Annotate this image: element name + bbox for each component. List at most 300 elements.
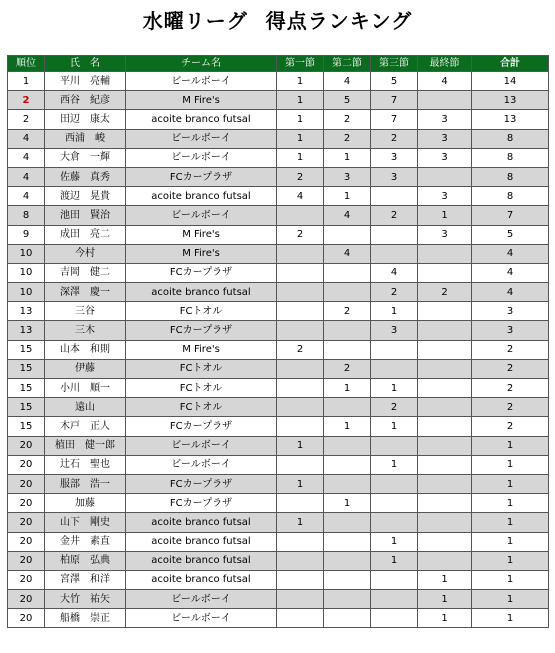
cell-section3: 5 bbox=[371, 72, 418, 91]
table-row bbox=[8, 532, 549, 551]
player-family-name: 遠山 bbox=[75, 401, 95, 413]
cell-section1: 1 bbox=[277, 72, 324, 91]
table-row bbox=[8, 167, 549, 186]
cell-rank: 20 bbox=[8, 609, 45, 628]
cell-rank: 20 bbox=[8, 570, 45, 589]
player-given-name: 健二 bbox=[90, 267, 110, 279]
table-row bbox=[8, 474, 549, 493]
cell-rank: 13 bbox=[8, 302, 45, 321]
player-given-name: 祐矢 bbox=[90, 593, 110, 605]
player-family-name: 山本 bbox=[60, 344, 80, 356]
cell-team: FCトオル bbox=[126, 379, 277, 398]
cell-rank: 4 bbox=[8, 187, 45, 206]
cell-player-name bbox=[45, 379, 126, 398]
cell-section2 bbox=[324, 455, 371, 474]
cell-team: FCカープラザ bbox=[126, 263, 277, 282]
cell-player-name bbox=[45, 110, 126, 129]
cell-team: M Fire's bbox=[126, 91, 277, 110]
cell-final bbox=[418, 474, 472, 493]
cell-rank: 4 bbox=[8, 129, 45, 148]
table-row bbox=[8, 340, 549, 359]
cell-rank: 2 bbox=[8, 91, 45, 110]
cell-section1 bbox=[277, 455, 324, 474]
cell-section3: 2 bbox=[371, 206, 418, 225]
table-row bbox=[8, 551, 549, 570]
cell-section3 bbox=[371, 609, 418, 628]
player-given-name: 浩一 bbox=[90, 478, 110, 490]
player-family-name: 三谷 bbox=[75, 305, 95, 317]
cell-section1 bbox=[277, 206, 324, 225]
player-family-name: 山下 bbox=[60, 516, 80, 528]
cell-section2: 4 bbox=[324, 244, 371, 263]
cell-team: ビールボーイ bbox=[126, 72, 277, 91]
cell-section1 bbox=[277, 379, 324, 398]
cell-section2: 2 bbox=[324, 110, 371, 129]
player-family-name: 服部 bbox=[60, 478, 80, 490]
cell-team: acoite branco futsal bbox=[126, 187, 277, 206]
cell-section2: 1 bbox=[324, 187, 371, 206]
cell-section2: 1 bbox=[324, 148, 371, 167]
cell-section1: 2 bbox=[277, 167, 324, 186]
cell-final: 1 bbox=[418, 206, 472, 225]
cell-section2 bbox=[324, 609, 371, 628]
player-family-name: 宮澤 bbox=[60, 574, 80, 586]
cell-section3 bbox=[371, 244, 418, 263]
cell-section3 bbox=[371, 570, 418, 589]
table-row bbox=[8, 72, 549, 91]
cell-rank: 1 bbox=[8, 72, 45, 91]
cell-section3: 3 bbox=[371, 167, 418, 186]
player-family-name: 柏原 bbox=[60, 555, 80, 567]
cell-final: 1 bbox=[418, 609, 472, 628]
cell-section3: 1 bbox=[371, 302, 418, 321]
cell-player-name bbox=[45, 590, 126, 609]
cell-total: 1 bbox=[472, 455, 549, 474]
cell-final bbox=[418, 91, 472, 110]
cell-team: ビールボーイ bbox=[126, 148, 277, 167]
cell-section1 bbox=[277, 359, 324, 378]
player-family-name: 植田 bbox=[55, 440, 75, 452]
cell-total: 2 bbox=[472, 417, 549, 436]
cell-team: acoite branco futsal bbox=[126, 532, 277, 551]
cell-player-name bbox=[45, 302, 126, 321]
player-family-name: 吉岡 bbox=[60, 267, 80, 279]
cell-team: FCカープラザ bbox=[126, 417, 277, 436]
cell-section3: 1 bbox=[371, 417, 418, 436]
cell-player-name bbox=[45, 91, 126, 110]
cell-final: 1 bbox=[418, 570, 472, 589]
cell-section1 bbox=[277, 551, 324, 570]
cell-final bbox=[418, 244, 472, 263]
cell-team: FCトオル bbox=[126, 359, 277, 378]
cell-section2: 1 bbox=[324, 379, 371, 398]
player-family-name: 成田 bbox=[60, 229, 80, 241]
cell-section3: 2 bbox=[371, 129, 418, 148]
cell-team: ビールボーイ bbox=[126, 129, 277, 148]
cell-section3: 2 bbox=[371, 283, 418, 302]
cell-total: 2 bbox=[472, 359, 549, 378]
table-row bbox=[8, 225, 549, 244]
cell-section3: 3 bbox=[371, 321, 418, 340]
cell-total: 1 bbox=[472, 494, 549, 513]
player-family-name: 大倉 bbox=[60, 152, 80, 164]
player-given-name: 晃貴 bbox=[90, 190, 110, 202]
player-given-name: 和則 bbox=[90, 344, 110, 356]
cell-section3 bbox=[371, 590, 418, 609]
cell-section1 bbox=[277, 302, 324, 321]
cell-section1: 2 bbox=[277, 225, 324, 244]
cell-total: 1 bbox=[472, 570, 549, 589]
cell-rank: 20 bbox=[8, 455, 45, 474]
cell-section2 bbox=[324, 340, 371, 359]
cell-section2: 4 bbox=[324, 206, 371, 225]
cell-rank: 8 bbox=[8, 206, 45, 225]
cell-total: 1 bbox=[472, 609, 549, 628]
cell-final: 4 bbox=[418, 72, 472, 91]
table-row bbox=[8, 263, 549, 282]
cell-total: 13 bbox=[472, 110, 549, 129]
cell-total: 1 bbox=[472, 474, 549, 493]
cell-total: 1 bbox=[472, 590, 549, 609]
player-family-name: 加藤 bbox=[75, 497, 95, 509]
cell-player-name bbox=[45, 494, 126, 513]
cell-player-name bbox=[45, 129, 126, 148]
cell-final bbox=[418, 263, 472, 282]
table-row bbox=[8, 494, 549, 513]
table-row bbox=[8, 359, 549, 378]
cell-team: acoite branco futsal bbox=[126, 570, 277, 589]
cell-rank: 20 bbox=[8, 436, 45, 455]
cell-section1: 1 bbox=[277, 513, 324, 532]
cell-section1 bbox=[277, 494, 324, 513]
cell-section3: 1 bbox=[371, 551, 418, 570]
table-row bbox=[8, 455, 549, 474]
header-rank: 順位 bbox=[8, 56, 45, 72]
player-given-name: 峻 bbox=[95, 133, 105, 145]
cell-rank: 13 bbox=[8, 321, 45, 340]
cell-total: 1 bbox=[472, 513, 549, 532]
cell-rank: 9 bbox=[8, 225, 45, 244]
cell-rank: 20 bbox=[8, 494, 45, 513]
cell-final bbox=[418, 359, 472, 378]
cell-player-name bbox=[45, 263, 126, 282]
cell-section3 bbox=[371, 474, 418, 493]
header-name: 氏 名 bbox=[45, 56, 126, 72]
cell-total: 13 bbox=[472, 91, 549, 110]
cell-total: 4 bbox=[472, 244, 549, 263]
cell-team: FCトオル bbox=[126, 398, 277, 417]
cell-section2 bbox=[324, 225, 371, 244]
cell-section2 bbox=[324, 436, 371, 455]
cell-rank: 10 bbox=[8, 263, 45, 282]
cell-team: acoite branco futsal bbox=[126, 551, 277, 570]
cell-total: 3 bbox=[472, 302, 549, 321]
cell-team: M Fire's bbox=[126, 244, 277, 263]
cell-player-name bbox=[45, 359, 126, 378]
cell-team: FCトオル bbox=[126, 302, 277, 321]
cell-section3: 7 bbox=[371, 91, 418, 110]
cell-section1 bbox=[277, 532, 324, 551]
cell-section2 bbox=[324, 570, 371, 589]
cell-total: 5 bbox=[472, 225, 549, 244]
cell-section2: 2 bbox=[324, 129, 371, 148]
cell-final bbox=[418, 455, 472, 474]
table-row bbox=[8, 187, 549, 206]
cell-final: 3 bbox=[418, 110, 472, 129]
table-row bbox=[8, 283, 549, 302]
cell-section1: 1 bbox=[277, 148, 324, 167]
player-family-name: 池田 bbox=[60, 209, 80, 221]
cell-section2 bbox=[324, 283, 371, 302]
cell-final bbox=[418, 513, 472, 532]
cell-player-name bbox=[45, 551, 126, 570]
cell-section2: 1 bbox=[324, 417, 371, 436]
cell-section1 bbox=[277, 321, 324, 340]
player-given-name: 和洋 bbox=[90, 574, 110, 586]
cell-section1 bbox=[277, 283, 324, 302]
cell-player-name bbox=[45, 532, 126, 551]
cell-section1 bbox=[277, 609, 324, 628]
cell-player-name bbox=[45, 225, 126, 244]
cell-final bbox=[418, 436, 472, 455]
player-family-name: 三木 bbox=[75, 325, 95, 337]
player-given-name: 聖也 bbox=[90, 459, 110, 471]
cell-section3: 4 bbox=[371, 263, 418, 282]
cell-total: 2 bbox=[472, 340, 549, 359]
cell-rank: 20 bbox=[8, 474, 45, 493]
player-given-name: 賢治 bbox=[90, 209, 110, 221]
cell-section1 bbox=[277, 417, 324, 436]
cell-final bbox=[418, 321, 472, 340]
header-total: 合計 bbox=[472, 56, 549, 72]
cell-team: acoite branco futsal bbox=[126, 110, 277, 129]
player-family-name: 深澤 bbox=[60, 286, 80, 298]
cell-final: 1 bbox=[418, 590, 472, 609]
table-row bbox=[8, 91, 549, 110]
header-section3: 第三節 bbox=[371, 56, 418, 72]
player-family-name: 木戸 bbox=[60, 420, 80, 432]
table-row bbox=[8, 570, 549, 589]
cell-rank: 15 bbox=[8, 379, 45, 398]
cell-final: 3 bbox=[418, 129, 472, 148]
cell-rank: 20 bbox=[8, 551, 45, 570]
cell-section2: 5 bbox=[324, 91, 371, 110]
cell-total: 3 bbox=[472, 321, 549, 340]
cell-player-name bbox=[45, 455, 126, 474]
cell-player-name bbox=[45, 570, 126, 589]
player-family-name: 田辺 bbox=[60, 113, 80, 125]
cell-section3: 3 bbox=[371, 148, 418, 167]
cell-rank: 20 bbox=[8, 590, 45, 609]
cell-rank: 4 bbox=[8, 167, 45, 186]
cell-player-name bbox=[45, 321, 126, 340]
cell-final bbox=[418, 398, 472, 417]
cell-rank: 15 bbox=[8, 398, 45, 417]
cell-final: 3 bbox=[418, 187, 472, 206]
cell-team: ビールボーイ bbox=[126, 590, 277, 609]
cell-player-name bbox=[45, 417, 126, 436]
cell-section3: 1 bbox=[371, 455, 418, 474]
cell-team: acoite branco futsal bbox=[126, 513, 277, 532]
cell-player-name bbox=[45, 72, 126, 91]
player-family-name: 今村 bbox=[75, 248, 95, 260]
player-family-name: 佐藤 bbox=[60, 171, 80, 183]
table-header-row bbox=[8, 56, 549, 72]
cell-section1 bbox=[277, 244, 324, 263]
table-row bbox=[8, 129, 549, 148]
table-row bbox=[8, 244, 549, 263]
cell-team: M Fire's bbox=[126, 225, 277, 244]
header-final: 最終節 bbox=[418, 56, 472, 72]
table-row bbox=[8, 148, 549, 167]
cell-rank: 15 bbox=[8, 417, 45, 436]
cell-section1 bbox=[277, 570, 324, 589]
cell-section1: 1 bbox=[277, 110, 324, 129]
player-given-name: 崇正 bbox=[90, 612, 110, 624]
table-row bbox=[8, 590, 549, 609]
player-family-name: 辻石 bbox=[60, 459, 80, 471]
player-family-name: 大竹 bbox=[60, 593, 80, 605]
cell-section3: 2 bbox=[371, 398, 418, 417]
player-given-name: 紀彦 bbox=[90, 94, 110, 106]
cell-section2 bbox=[324, 474, 371, 493]
cell-rank: 20 bbox=[8, 513, 45, 532]
cell-final bbox=[418, 532, 472, 551]
cell-team: FCカープラザ bbox=[126, 494, 277, 513]
cell-total: 2 bbox=[472, 398, 549, 417]
cell-rank: 2 bbox=[8, 110, 45, 129]
cell-section3 bbox=[371, 359, 418, 378]
cell-section3 bbox=[371, 436, 418, 455]
cell-section2: 2 bbox=[324, 359, 371, 378]
cell-total: 8 bbox=[472, 187, 549, 206]
player-given-name: 剛史 bbox=[90, 516, 110, 528]
cell-total: 4 bbox=[472, 263, 549, 282]
cell-player-name bbox=[45, 206, 126, 225]
cell-final: 3 bbox=[418, 225, 472, 244]
cell-team: ビールボーイ bbox=[126, 206, 277, 225]
cell-player-name bbox=[45, 283, 126, 302]
cell-rank: 10 bbox=[8, 283, 45, 302]
cell-section1 bbox=[277, 590, 324, 609]
player-family-name: 船橋 bbox=[60, 612, 80, 624]
cell-player-name bbox=[45, 244, 126, 263]
cell-player-name bbox=[45, 148, 126, 167]
cell-team: M Fire's bbox=[126, 340, 277, 359]
cell-total: 4 bbox=[472, 283, 549, 302]
player-given-name: 亮二 bbox=[90, 229, 110, 241]
page-title-league: 水曜リーグ bbox=[142, 9, 248, 33]
cell-section3: 1 bbox=[371, 532, 418, 551]
cell-final: 2 bbox=[418, 283, 472, 302]
header-team: チーム名 bbox=[126, 56, 277, 72]
cell-rank: 15 bbox=[8, 359, 45, 378]
cell-team: ビールボーイ bbox=[126, 436, 277, 455]
cell-section1: 1 bbox=[277, 436, 324, 455]
cell-section1 bbox=[277, 263, 324, 282]
cell-section2 bbox=[324, 398, 371, 417]
player-given-name: 康太 bbox=[90, 113, 110, 125]
cell-section1 bbox=[277, 398, 324, 417]
cell-team: acoite branco futsal bbox=[126, 283, 277, 302]
cell-section3 bbox=[371, 513, 418, 532]
cell-rank: 20 bbox=[8, 532, 45, 551]
player-family-name: 西浦 bbox=[65, 133, 85, 145]
player-family-name: 金井 bbox=[60, 536, 80, 548]
player-given-name: 正人 bbox=[90, 420, 110, 432]
table-row bbox=[8, 206, 549, 225]
cell-player-name bbox=[45, 436, 126, 455]
cell-section3: 1 bbox=[371, 379, 418, 398]
player-family-name: 小川 bbox=[60, 382, 80, 394]
cell-total: 8 bbox=[472, 129, 549, 148]
page-title-ranking: 得点ランキング bbox=[265, 9, 413, 33]
cell-player-name bbox=[45, 398, 126, 417]
player-family-name: 伊藤 bbox=[75, 363, 95, 375]
cell-final bbox=[418, 167, 472, 186]
player-given-name: 弘典 bbox=[90, 555, 110, 567]
cell-player-name bbox=[45, 513, 126, 532]
table-row bbox=[8, 110, 549, 129]
cell-rank: 4 bbox=[8, 148, 45, 167]
cell-team: FCカープラザ bbox=[126, 474, 277, 493]
table-row bbox=[8, 398, 549, 417]
cell-total: 2 bbox=[472, 379, 549, 398]
player-family-name: 平川 bbox=[60, 75, 80, 87]
cell-final: 3 bbox=[418, 148, 472, 167]
cell-section3 bbox=[371, 225, 418, 244]
cell-section2: 3 bbox=[324, 167, 371, 186]
cell-team: FCカープラザ bbox=[126, 167, 277, 186]
cell-section3 bbox=[371, 494, 418, 513]
cell-player-name bbox=[45, 609, 126, 628]
table-row bbox=[8, 321, 549, 340]
cell-section2 bbox=[324, 321, 371, 340]
cell-section3 bbox=[371, 340, 418, 359]
cell-final bbox=[418, 302, 472, 321]
player-given-name: 慶一 bbox=[90, 286, 110, 298]
player-given-name: 真秀 bbox=[90, 171, 110, 183]
cell-player-name bbox=[45, 187, 126, 206]
table-row bbox=[8, 513, 549, 532]
cell-total: 1 bbox=[472, 436, 549, 455]
page-title bbox=[0, 6, 555, 36]
table-row bbox=[8, 609, 549, 628]
cell-section2 bbox=[324, 551, 371, 570]
cell-section2: 2 bbox=[324, 302, 371, 321]
cell-final bbox=[418, 340, 472, 359]
cell-total: 7 bbox=[472, 206, 549, 225]
cell-section1: 1 bbox=[277, 91, 324, 110]
header-section1: 第一節 bbox=[277, 56, 324, 72]
cell-section2 bbox=[324, 590, 371, 609]
cell-section1: 2 bbox=[277, 340, 324, 359]
cell-final bbox=[418, 417, 472, 436]
cell-section2: 4 bbox=[324, 72, 371, 91]
header-section2: 第二節 bbox=[324, 56, 371, 72]
cell-total: 8 bbox=[472, 148, 549, 167]
cell-section1: 1 bbox=[277, 129, 324, 148]
player-given-name: 亮輔 bbox=[90, 75, 110, 87]
player-given-name: 一輝 bbox=[90, 152, 110, 164]
ranking-table bbox=[7, 55, 549, 628]
player-family-name: 渡辺 bbox=[60, 190, 80, 202]
cell-final bbox=[418, 494, 472, 513]
cell-rank: 15 bbox=[8, 340, 45, 359]
cell-team: ビールボーイ bbox=[126, 609, 277, 628]
cell-player-name bbox=[45, 340, 126, 359]
player-given-name: 健一郎 bbox=[85, 440, 115, 452]
